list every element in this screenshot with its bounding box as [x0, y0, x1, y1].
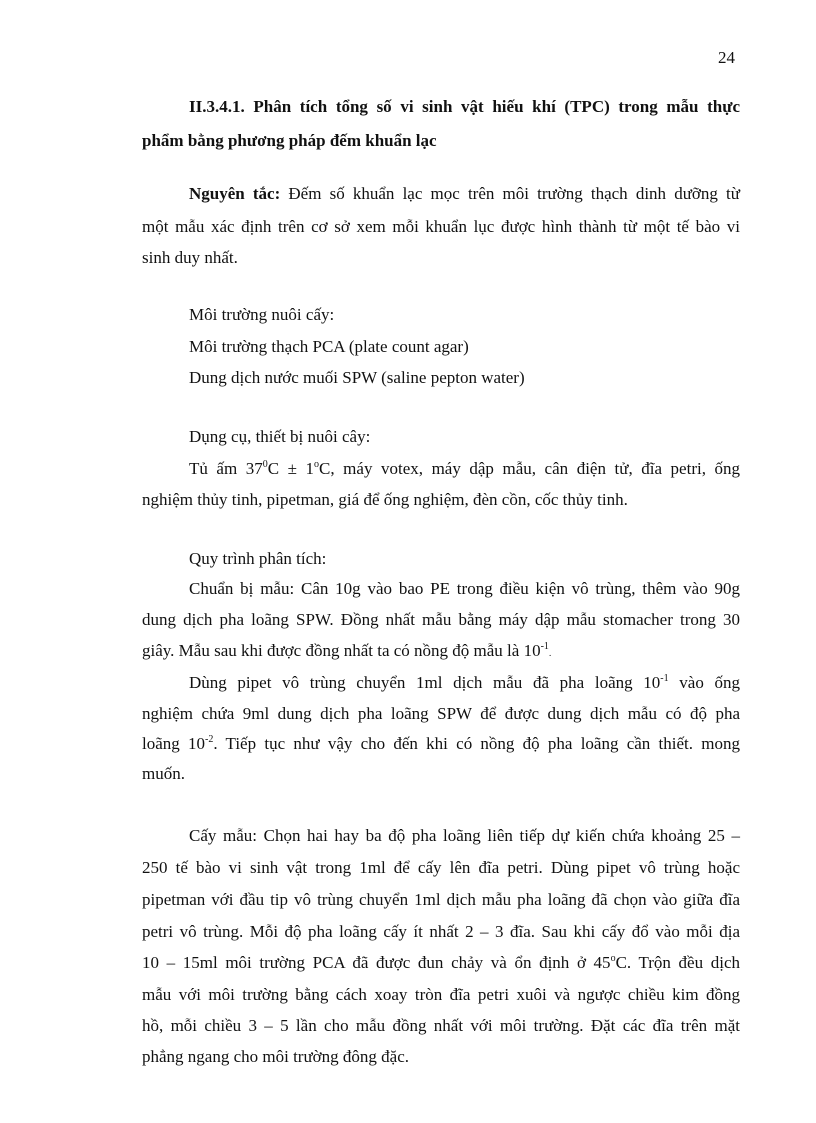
procedure-p1-line-3: giây. Mẫu sau khi được đồng nhất ta có nồng độ mẫu là $10^{-1}$. — [142, 641, 552, 660]
inoculation-line-4: petri vô trùng. Mỗi độ pha loãng cấy ít nhất 2 – 3 đĩa. Sau khi cấy đổ vào mỗi địa — [142, 922, 740, 941]
inoculation-line-7: hồ, mỗi chiều 3 – 5 lần cho mẫu đồng nhất với môi trường. Đặt các đĩa trên mặt — [142, 1016, 740, 1035]
equipment-line-2: nghiệm thủy tinh, pipetman, giá để ống nghiệm, đèn cồn, cốc thủy tinh. — [142, 490, 628, 509]
procedure-p2-line-1: Dùng pipet vô trùng chuyển 1ml dịch mẫu đã pha loãng $10^{-1}$ vào ống — [189, 673, 740, 692]
inoculation-line-8: phẳng ngang cho môi trường đông đặc. — [142, 1047, 410, 1066]
principle-label: Nguyên tắc: — [189, 184, 281, 203]
procedure-p1-line-2: dung dịch pha loãng SPW. Đồng nhất mẫu bằng máy dập mẫu stomacher trong 30 — [142, 610, 740, 629]
procedure-title: Quy trình phân tích: — [189, 549, 327, 568]
section-heading-line-2: phẩm bằng phương pháp đếm khuẩn lạc — [142, 131, 437, 150]
media-item-spw: Dung dịch nước muối SPW (saline pepton water) — [189, 368, 525, 387]
inoculation-line-3: pipetman với đầu tip vô trùng chuyển 1ml dịch mẫu pha loãng đã chọn vào giữa đĩa — [142, 890, 740, 909]
inoculation-line-6: mẫu với môi trường bằng cách xoay tròn đĩa petri xuôi và ngược chiều kim đồng — [142, 985, 740, 1004]
page-number: 24 — [718, 48, 735, 67]
inoculation-line-1: Cấy mẫu: Chọn hai hay ba độ pha loãng liên tiếp dự kiến chứa khoảng 25 – — [189, 826, 740, 845]
principle-line-3: sinh duy nhất. — [142, 248, 238, 267]
principle-line-1 — [189, 184, 740, 204]
media-title: Môi trường nuôi cấy: — [189, 305, 335, 324]
principle-line-2: một mẫu xác định trên cơ sở xem mỗi khuẩn lục được hình thành từ một tế bào vi — [142, 217, 740, 236]
equipment-line-1: Tủ ấm $37^0C \pm 1^oC$, máy votex, máy dập mẫu, cân điện tử, đĩa petri, ống — [189, 459, 741, 478]
procedure-p2-line-4: muốn. — [142, 764, 185, 783]
inoculation-line-5: 10 – 15ml môi trường PCA đã được đun chảy và ổn định ở 45$^o$C. Trộn đều dịch — [142, 953, 740, 972]
media-item-pca: Môi trường thạch PCA (plate count agar) — [189, 337, 469, 356]
principle-text: Đếm số khuẩn lạc mọc trên môi trường thạch dinh dưỡng từ — [288, 184, 740, 203]
section-heading-line-1: II.3.4.1. Phân tích tổng số vi sinh vật hiếu khí (TPC) trong mẫu thực — [189, 97, 740, 116]
procedure-p2-line-2: nghiệm chứa 9ml dung dịch pha loãng SPW để được dung dịch mẫu có độ pha — [142, 704, 740, 723]
inoculation-line-2: 250 tế bào vi sinh vật trong 1ml để cấy lên đĩa petri. Dùng pipet vô trùng hoặc — [142, 858, 740, 877]
procedure-p2-line-3: loãng $10^{-2}$. Tiếp tục như vậy cho đến khi có nồng độ pha loãng cần thiết. mong — [142, 734, 740, 753]
procedure-p1-line-1: Chuẩn bị mẫu: Cân 10g vào bao PE trong điều kiện vô trùng, thêm vào 90g — [189, 579, 740, 598]
equipment-title: Dụng cụ, thiết bị nuôi cây: — [189, 427, 371, 446]
